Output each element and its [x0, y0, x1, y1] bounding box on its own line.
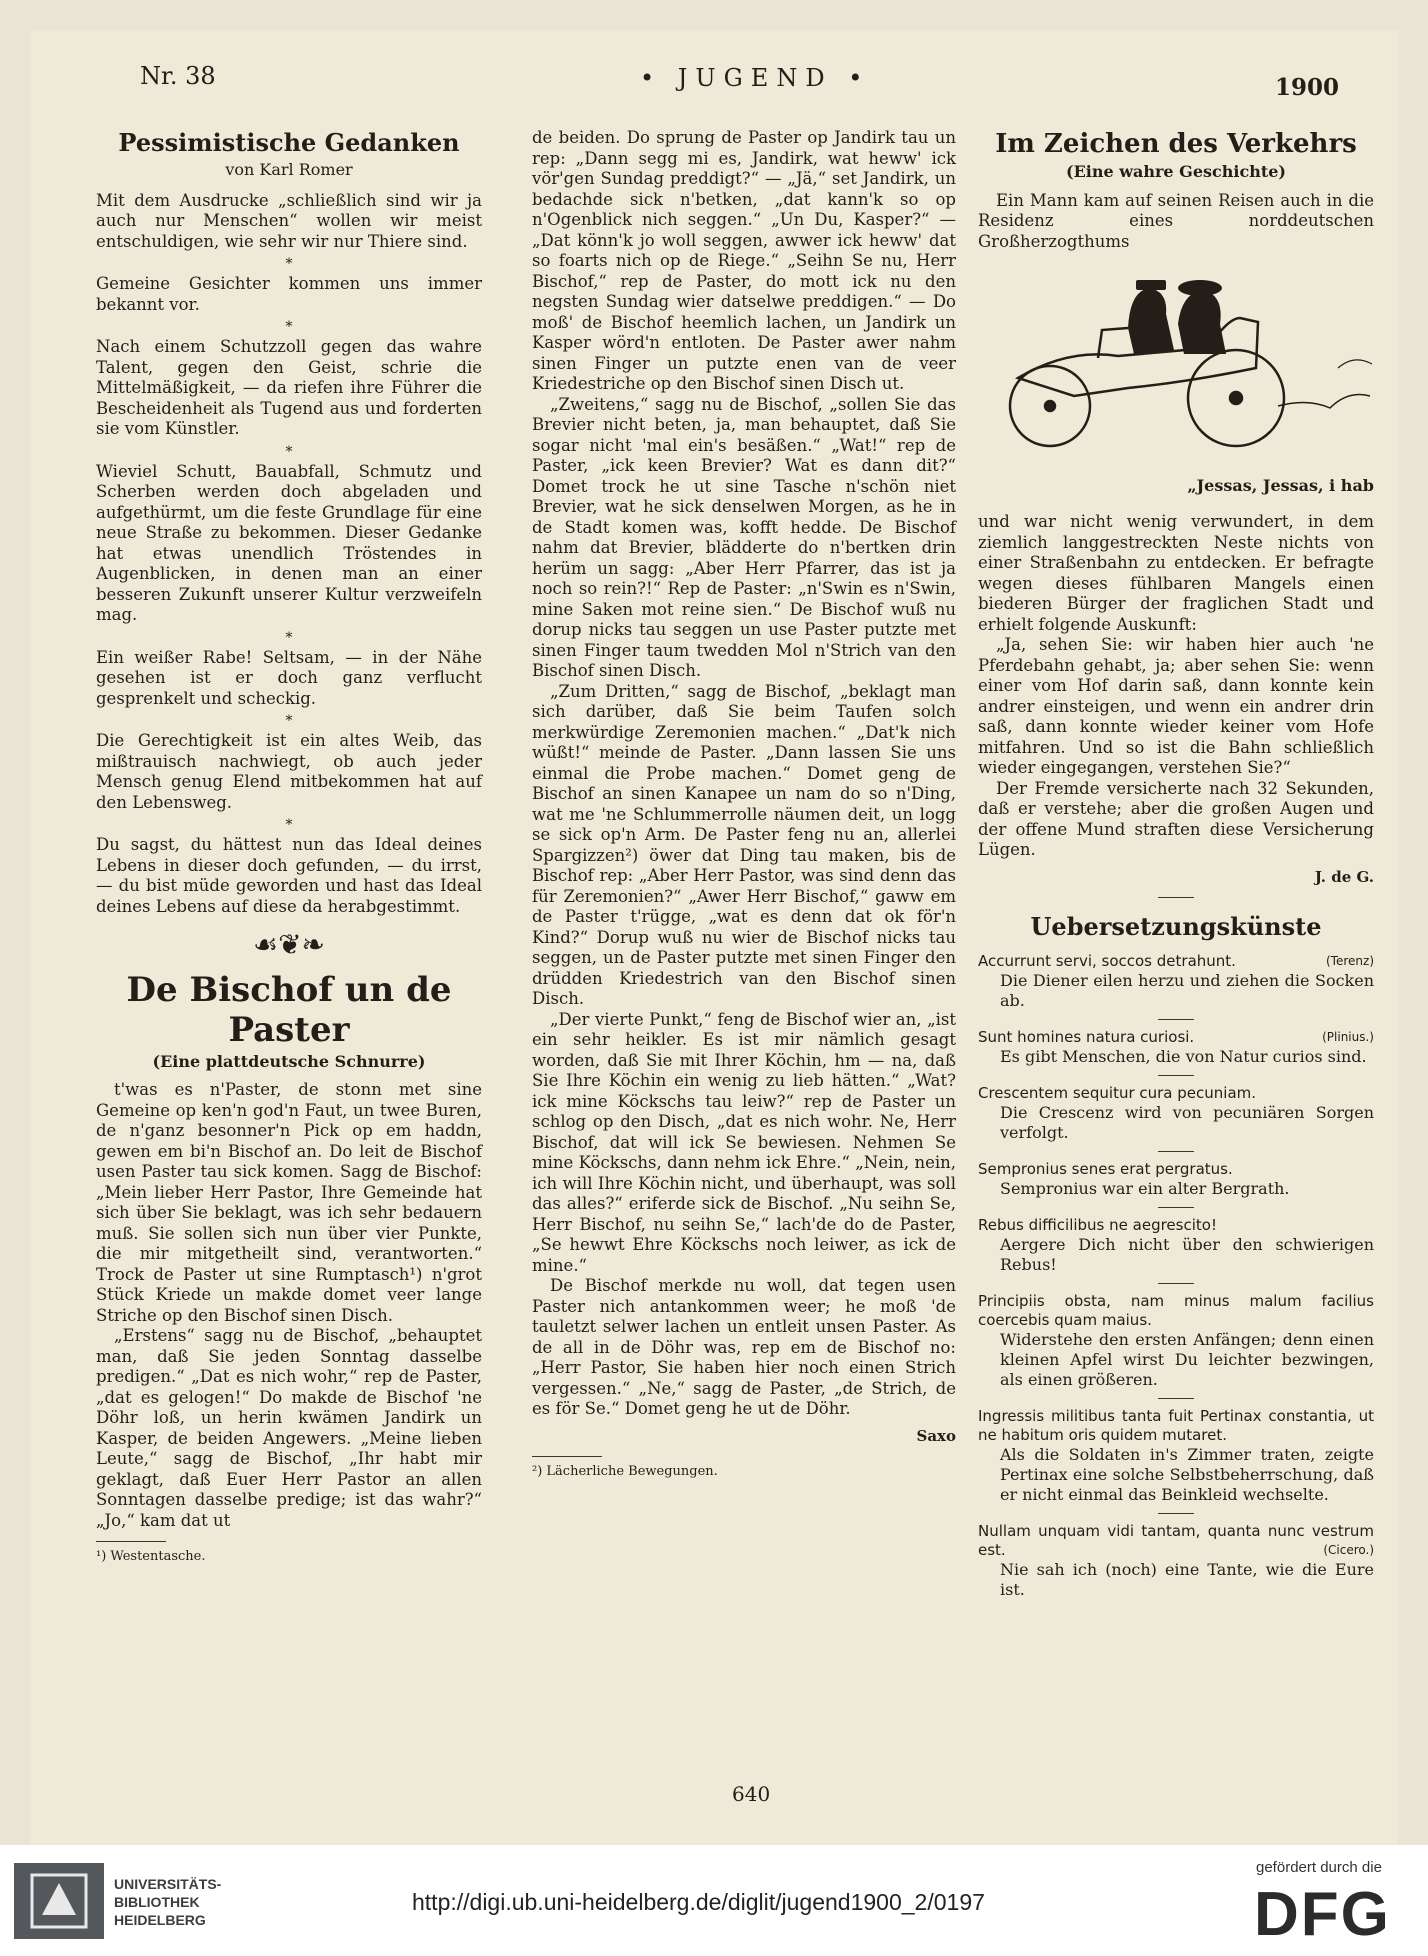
translation-pair — [978, 1084, 1374, 1143]
footer-bar — [0, 1845, 1428, 1956]
separator-star: * — [285, 319, 293, 335]
latin-sentence: Accurrunt servi, soccos detrahunt. — [978, 952, 1236, 970]
separator-star: * — [285, 817, 293, 833]
latin-source: (Cicero.) — [1323, 1543, 1374, 1557]
story-paragraph: „Der vierte Punkt,“ feng de Bischof wier an, „ist ein sehr heikler. Es ist mir nämlich gesagt worden, daß Sie mit Ihrer Köchin, hm — na, daß Sie Ihre Köchin ein wenig zu lieb hätten.“ „Wat? ick mine Köckschs tau leiw?“ rep de Paster un schlog op den Disch, „dat es nich wohr. Ne, Herr Bischof, dat will ick Se bewiesen. Nehmen Se mine Köckschs, dann nehm ick Ehre.“ „Nein, nein, ich will Ihre Köchin nicht, und überhaupt, was soll das alles?“ eriferde sick de Bischof. „Nu seihn Se, Herr Bischof, nu seihn Se,“ lach'de do de Paster, „Se hewwt Ehre Köckschs noch leiwer, as ick de mine.“ — [532, 1009, 956, 1275]
story-paragraph: „Zweitens,“ sagg nu de Bischof, „sollen Sie das Brevier nicht beten, ja, man behauptet, daß Sie sogar nicht 'mal ein's besäßen.“ „Wat!“ rep de Paster, „ick keen Brevier? Wat es dann dit?“ Domet trock he ut sine Tasche n'schön niet Brevier, wat he sick denselwen Morgen, as he in de Stadt komen was, kofft hedde. De Bischof nahm dat Brevier, blädderte do n'bertken drin herüm un sagg: „Aber Herr Pfarrer, das ist ja noch so rein?!“ Rep de Paster: „n'Swin es n'Swin, mine Saken mot reine sien.“ De Bischof wuß nu dorup nicks tau seggen un use Paster putzte met sinen Finger taum twedden Mol n'Strich van den Bischof sinen Disch. — [532, 394, 956, 680]
column-middle — [532, 128, 956, 1480]
divider — [1158, 1283, 1194, 1284]
latin-sentence: Sempronius senes erat pergratus. — [978, 1160, 1233, 1178]
translation-pair — [978, 1216, 1374, 1275]
german-translation: Es gibt Menschen, die von Natur curios sind. — [1000, 1047, 1367, 1066]
story-paragraph: De Bischof merkde nu woll, dat tegen usen Paster nich antankommen weer; he moß 'de tauletzt selwer lachen un entleit unsen Paster. As de all in de Döhr was, rep em de Bischof no: „Herr Pastor, Sie haben hier noch einen Strich vergessen.“ „Ne,“ sagg de Paster, „de Strich, de es för Se.“ Domet geng he ut de Döhr. — [532, 1276, 956, 1418]
latin-sentence: Crescentem sequitur cura pecuniam. — [978, 1084, 1257, 1102]
latin-sentence: Sunt homines natura curiosi. — [978, 1028, 1195, 1046]
divider — [1158, 1019, 1194, 1020]
divider — [1158, 1513, 1194, 1514]
german-translation: Die Crescenz wird von pecuniären Sorgen verfolgt. — [1000, 1103, 1374, 1142]
aphorism: Die Gerechtigkeit ist ein altes Weib, das mißtrauisch nachwiegt, ob auch jeder Mensch genug Elend mitbekommen hat auf den Lebensweg. — [96, 731, 482, 812]
divider — [1158, 1207, 1194, 1208]
motorcar-illustration — [978, 258, 1374, 468]
author-signature: J. de G. — [1314, 867, 1374, 886]
floral-ornament-icon: ☙❦❧ — [252, 928, 326, 961]
latin-sentence: Principiis obsta, nam minus malum facilius coercebis quam maius. — [978, 1292, 1374, 1329]
article-title-bischof: De Bischof un de Paster — [126, 969, 452, 1050]
aphorism: Nach einem Schutzzoll gegen das wahre Talent, gegen den Geist, schrie die Mittelmäßigkeit, — da riefen ihre Führer die Bescheidenheit als Tugend aus und forderten sie vom Künstler. — [96, 337, 482, 438]
footnote: ¹) Westentasche. — [96, 1549, 206, 1564]
page-number: 640 — [732, 1782, 771, 1806]
issue-year: 1900 — [1275, 74, 1340, 101]
latin-sentence: Nullam unquam vidi tantam, quanta nunc vestrum est. — [978, 1522, 1374, 1559]
translation-pair — [978, 1028, 1374, 1067]
article-title-pessimism: Pessimistische Gedanken — [118, 128, 460, 157]
masthead-title: • JUGEND • — [640, 64, 871, 92]
latin-source: (Terenz) — [1326, 954, 1374, 968]
dfg-logo: DFG — [1254, 1880, 1391, 1949]
german-translation: Als die Soldaten in's Zimmer traten, zeigte Pertinax eine solche Selbstbeherrschung, daß er nicht einmal das Beinkleid wechselte. — [1000, 1445, 1374, 1504]
story-paragraph: „Erstens“ sagg nu de Bischof, „behauptet man, daß Sie jeden Sonntag dasselbe predigen.“ „Dat es nich wohr,“ rep de Paster, „dat es gelogen!“ Do makde de Bischof 'ne Döhr loß, un herin kwämen Jandirk un Kasper, de beiden Angewers. „Meine lieben Leute,“ sagg de Bischof, „Ihr habt mir geklagt, daß Euer Herr Pastor an allen Sonntagen dasselbe predige; ist das wahr?“ „Jo,“ kam dat ut — [96, 1326, 482, 1530]
footnote-rule — [96, 1541, 166, 1542]
author-signature: Saxo — [916, 1426, 956, 1445]
footnote-rule — [532, 1456, 602, 1457]
german-translation: Widerstehe den ersten Anfängen; denn einen kleinen Apfel wirst Du leichter bezwingen, als einen größeren. — [1000, 1330, 1374, 1389]
german-translation: Aergere Dich nicht über den schwierigen Rebus! — [1000, 1235, 1374, 1274]
translation-pair — [978, 952, 1374, 1011]
aphorism: Ein weißer Rabe! Seltsam, — in der Nähe gesehen ist er doch ganz verflucht gesprenkelt und scheckig. — [96, 647, 482, 708]
separator-star: * — [285, 713, 293, 729]
divider — [1158, 1075, 1194, 1076]
aphorism: Wieviel Schutt, Bauabfall, Schmutz und Scherben werden doch abgeladen und aufgethürmt, um die feste Grundlage für eine neue Straße zu bekommen. Dieser Gedanke hat etwas unendlich Tröstendes in Augenblicken, in denen man an einer besseren Zukunft unserer Kultur verzweifeln mag. — [96, 461, 482, 624]
story-paragraph: und war nicht wenig verwundert, in dem ziemlich langgestreckten Neste nichts von einer Straßenbahn zu entdecken. Er befragte wegen dieses fühlbaren Mangels einen biederen Bürger der fraglichen Stadt und erhielt folgende Auskunft: — [978, 512, 1374, 634]
aphorism: Mit dem Ausdrucke „schließlich sind wir ja auch nur Menschen“ wollen wir meist entschuldigen, wie sehr wir nur Thiere sind. — [96, 190, 482, 251]
article-title-translation: Uebersetzungskünste — [1030, 912, 1322, 941]
article-byline: von Karl Romer — [225, 160, 353, 179]
aphorism: Gemeine Gesichter kommen uns immer bekannt vor. — [96, 274, 482, 314]
article-subtitle: (Eine plattdeutsche Schnurre) — [152, 1051, 426, 1071]
university-seal-icon — [14, 1863, 104, 1939]
source-url-link[interactable]: http://digi.ub.uni-heidelberg.de/diglit/jugend1900_2/0197 — [412, 1889, 985, 1915]
separator-star: * — [285, 256, 293, 272]
german-translation: Sempronius war ein alter Bergrath. — [1000, 1179, 1290, 1198]
german-translation: Die Diener eilen herzu und ziehen die Socken ab. — [1000, 971, 1374, 1010]
separator-star: * — [285, 443, 293, 460]
issue-number: Nr. 38 — [140, 62, 216, 90]
german-translation: Nie sah ich (noch) eine Tante, wie die Eure ist. — [1000, 1560, 1374, 1599]
translation-pair — [978, 1407, 1374, 1505]
latin-sentence: Ingressis militibus tanta fuit Pertinax constantia, ut ne habitum oris quidem mutaret. — [978, 1407, 1374, 1444]
story-paragraph: de beiden. Do sprung de Paster op Jandirk tau un rep: „Dann segg mi es, Jandirk, wat heww' ick vör'gen Sundag preddigt?“ — „Jä,“ set Jandirk, un bedachde sick n'betken, „dat kann'k so op n'Ogenblick nich seggen.“ „Un Du, Kasper?“ — „Dat könn'k jo woll seggen, awwer ick heww' dat so foarts nich op de Riege.“ „Seihn Se nu, Herr Bischof,“ rep de Paster, do mott ick nu den negsten Sundag wier datselwe preddigen.“ — Do moß' de Bischof heemlich lachen, un Jandirk un Kasper wörd'n entloten. De Paster awer nahm sinen Finger un putzte enen van de veer Kriedestriche op den Bischof sinen Disch ut. — [532, 128, 956, 393]
aphorism: Du sagst, du hättest nun das Ideal deines Lebens in dieser doch gefunden, — du irrst, — du bist müde geworden und hast das Ideal deines Lebens auf diese da herabgestimmt. — [96, 835, 482, 916]
story-paragraph: t'was es n'Paster, de stonn met sine Gemeine op ken'n god'n Faut, un twee Buren, de n'ganz besonner'n Pick op em haddn, gewen em bi'n Bischof an. Do leit de Bischof usen Paster tau sick komen. Sagg de Bischof: „Mein lieber Herr Pastor, Ihre Gemeinde hat sich über Sie beklagt, was ich sehr bedauern muß. Sie sollen sich nun über vier Punkte, die mir mitgetheilt sind, verantworten.“ Trock de Paster ut sine Rumptasch¹) n'grot Stück Kriede un makde domet veer lange Striche op den Bischof sinen Disch. — [96, 1080, 482, 1325]
separator-star: * — [285, 629, 293, 646]
driver-figure — [1128, 288, 1174, 354]
translation-pair — [978, 1522, 1374, 1600]
divider — [1158, 1398, 1194, 1399]
article-title-verkehr: Im Zeichen des Verkehrs — [995, 129, 1357, 159]
translation-pair — [978, 1292, 1374, 1390]
library-name: UNIVERSITÄTS- BIBLIOTHEK HEIDELBERG — [114, 1876, 222, 1928]
footnote: ²) Lächerliche Bewegungen. — [532, 1464, 718, 1479]
passenger-figure — [1178, 290, 1226, 354]
translation-pair — [978, 1160, 1374, 1199]
column-right — [978, 128, 1374, 1606]
intro-text: Ein Mann kam auf seinen Reisen auch in die Residenz eines norddeutschen Großherzogthums — [978, 190, 1374, 251]
story-paragraph: Der Fremde versicherte nach 32 Sekunden, daß er verstehe; aber die großen Augen und der offene Mund straften diese Versicherung Lügen. — [978, 778, 1374, 859]
story-paragraph: „Ja, sehen Sie: wir haben hier auch 'ne Pferdebahn gehabt, ja; aber sehen Sie: wenn einer vom Hof darin saß, dann konnte kein andrer einsteigen, und wenn ein andrer drin saß, dann konnte wieder keiner vom Hofe mitfahren. Und so ist die Bahn schließlich wieder eingegangen, verstehen Sie?“ — [978, 635, 1374, 777]
story-paragraph: „Zum Dritten,“ sagg de Bischof, „beklagt man sich darüber, daß Sie beim Taufen solch merkwürdige Zeremonien machen.“ „Dat'k nich wüßt!“ meinde de Paster. „Dann lassen Sie uns einmal die Probe machen.“ Domet geng de Bischof an sinen Kanapee un nam do so n'Ding, wat me 'ne Schlummerrolle näumen deit, un logg se sick op'n Arm. De Paster feng nu an, allerlei Spargizzen²) öwer dat Ding tau maken, bis de Bischof rep: „Aber Herr Pastor, was sind denn das für Zeremonien?“ „Awer Herr Bischof,“ gaww em de Paster t'rügge, „wat es denn dat ok för'n Kind?“ Dorup wuß nu wier de Bischof nicks tau seggen, un de Paster putzte met sinen Finger den drüdden Kriedestrich van den Bischof sinen Disch. — [532, 681, 956, 1008]
divider — [1158, 897, 1194, 898]
column-left — [96, 128, 482, 1565]
funding-note: gefördert durch die — [1256, 1859, 1382, 1876]
latin-source: (Plinius.) — [1322, 1030, 1374, 1044]
illustration-caption: „Jessas, Jessas, i hab — [1187, 475, 1374, 495]
divider — [1158, 1151, 1194, 1152]
latin-sentence: Rebus difficilibus ne aegrescito! — [978, 1216, 1217, 1234]
article-subtitle: (Eine wahre Geschichte) — [1066, 162, 1286, 181]
